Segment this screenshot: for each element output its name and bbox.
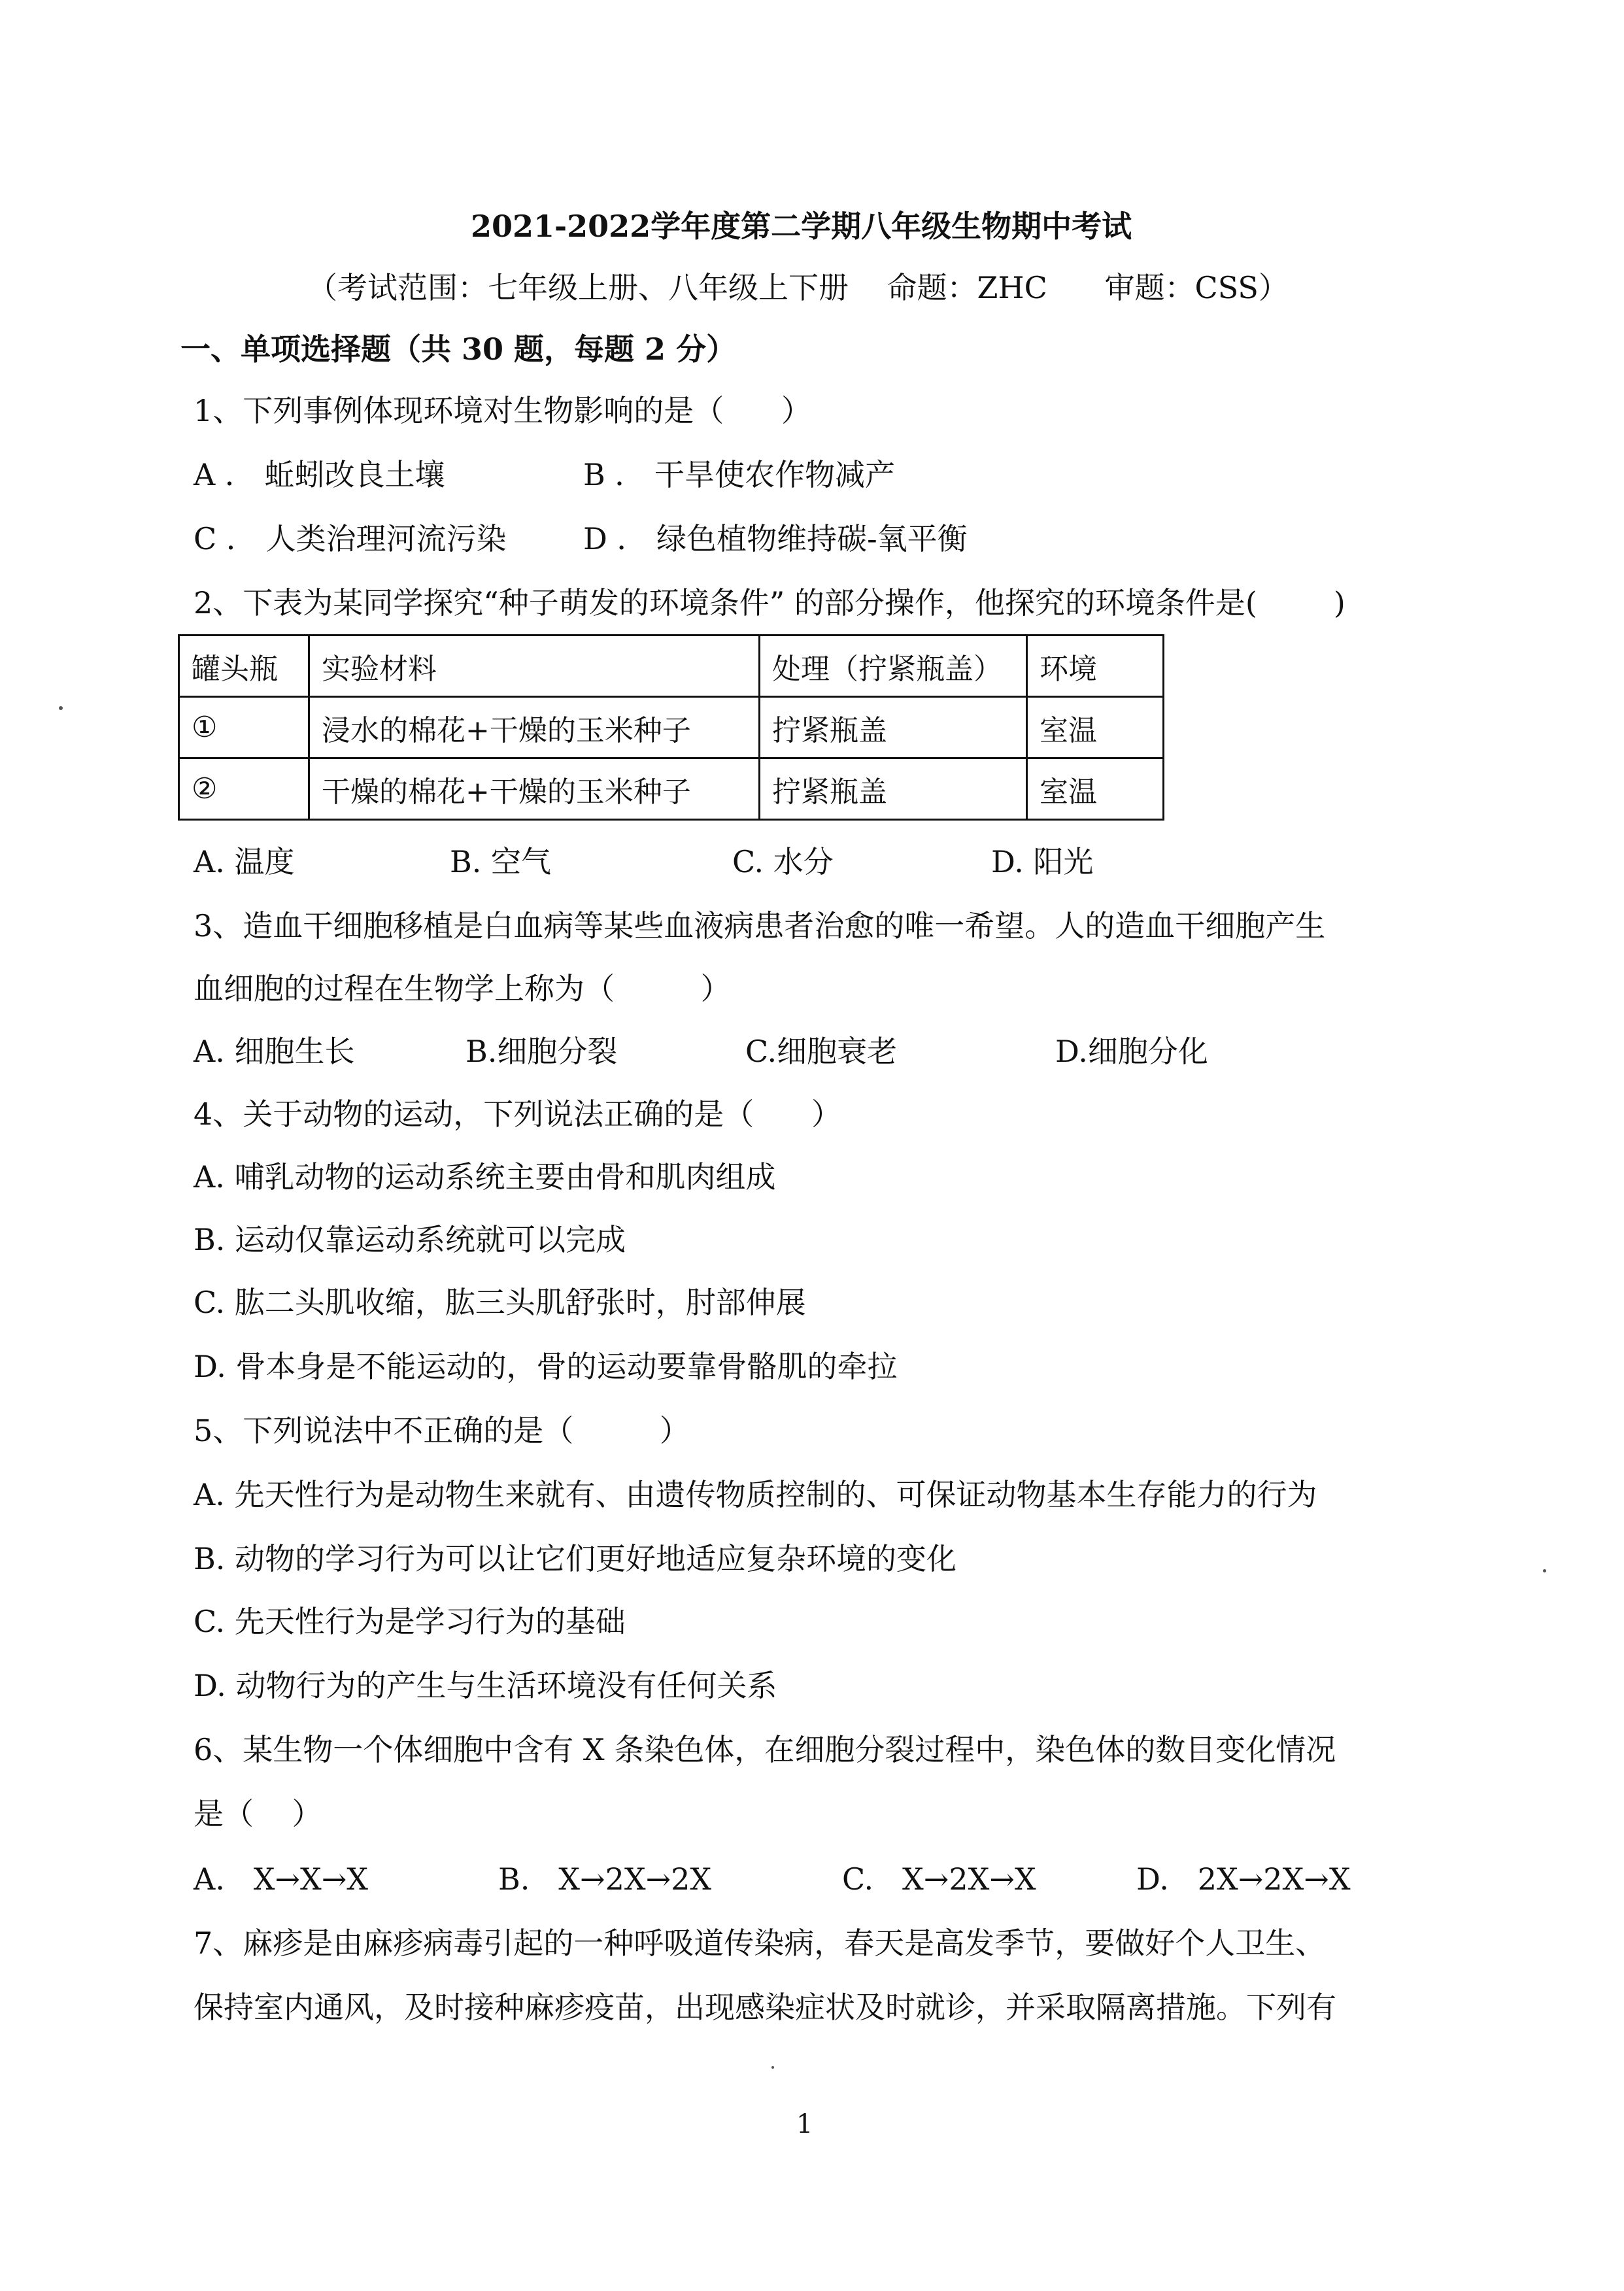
table-cell: ① [179,697,309,758]
table-header-cell: 罐头瓶 [179,636,309,697]
q5-stem: 5、下列说法中不正确的是（ ） [194,1413,690,1448]
q4-option-a: A. 哺乳动物的运动系统主要由骨和肌肉组成 [194,1159,776,1195]
table-cell: 室温 [1027,758,1164,820]
q2-option-b: B. 空气 [450,844,552,879]
table-header-cell: 环境 [1027,636,1164,697]
q3-stem-line2: 血细胞的过程在生物学上称为（ ） [194,971,731,1006]
page-number: 1 [796,2109,813,2139]
exam-title: 2021-2022学年度第二学期八年级生物期中考试 [471,209,1132,244]
table-cell: 浸水的棉花+干燥的玉米种子 [309,697,760,758]
table-header-cell: 处理（拧紧瓶盖） [760,636,1027,697]
table-header-row [179,636,1164,697]
q1-option-b: B ． 干旱使农作物减产 [583,457,896,492]
q3-stem-line1: 3、造血干细胞移植是白血病等某些血液病患者治愈的唯一希望。人的造血干细胞产生 [194,908,1326,943]
scan-speck [771,2066,774,2069]
q1-option-a: A ． 蚯蚓改良土壤 [194,457,445,492]
q5-option-b: B. 动物的学习行为可以让它们更好地适应复杂环境的变化 [194,1541,957,1576]
q6-option-d: D. 2X→2X→X [1136,1861,1351,1897]
q4-option-b: B. 运动仅靠运动系统就可以完成 [194,1222,626,1257]
table-cell: 干燥的棉花+干燥的玉米种子 [309,758,760,820]
q2-stem: 2、下表为某同学探究“种子萌发的环境条件” 的部分操作，他探究的环境条件是( ) [194,585,1345,620]
q2-option-d: D. 阳光 [991,844,1094,879]
q3-option-c: C.细胞衰老 [745,1034,898,1069]
q3-option-a: A. 细胞生长 [194,1034,355,1069]
experiment-table [178,634,1164,821]
q5-option-d: D. 动物行为的产生与生活环境没有任何关系 [194,1668,777,1703]
q6-option-c: C. X→2X→X [842,1861,1036,1897]
q1-option-c: C ． 人类治理河流污染 [194,521,507,556]
q3-option-d: D.细胞分化 [1055,1034,1208,1069]
scan-speck [1543,1569,1546,1572]
q6-option-a: A. X→X→X [194,1861,369,1897]
table-cell: ② [179,758,309,820]
scan-speck [59,706,63,710]
q5-option-a: A. 先天性行为是动物生来就有、由遗传物质控制的、可保证动物基本生存能力的行为 [194,1477,1317,1512]
q4-stem: 4、关于动物的运动，下列说法正确的是（ ） [194,1096,841,1132]
q2-option-c: C. 水分 [732,844,834,879]
q6-option-b: B. X→2X→2X [498,1861,712,1897]
q4-option-c: C. 肱二头肌收缩，肱三头肌舒张时，肘部伸展 [194,1285,806,1320]
q3-option-b: B.细胞分裂 [465,1034,618,1069]
q2-option-a: A. 温度 [194,844,295,879]
q1-stem: 1、下列事例体现环境对生物影响的是（ ） [194,393,811,428]
section-heading: 一、单项选择题（共 30 题，每题 2 分） [180,331,737,367]
q4-option-d: D. 骨本身是不能运动的，骨的运动要靠骨骼肌的牵拉 [194,1349,898,1384]
table-cell: 拧紧瓶盖 [760,758,1027,820]
table-header-cell: 实验材料 [309,636,760,697]
exam-subtitle: （考试范围：七年级上册、八年级上下册 命题：ZHC 审题：CSS） [307,270,1289,305]
q7-stem-line1: 7、麻疹是由麻疹病毒引起的一种呼吸道传染病，春天是高发季节，要做好个人卫生、 [194,1926,1326,1961]
q6-stem-line2: 是（ ） [194,1796,322,1831]
q1-option-d: D ． 绿色植物维持碳-氧平衡 [583,521,968,556]
table-cell: 室温 [1027,697,1164,758]
q5-option-c: C. 先天性行为是学习行为的基础 [194,1604,626,1639]
table-row [179,758,1164,820]
q7-stem-line2: 保持室内通风，及时接种麻疹疫苗，出现感染症状及时就诊，并采取隔离措施。下列有 [194,1990,1336,2025]
q6-stem-line1: 6、某生物一个体细胞中含有 X 条染色体，在细胞分裂过程中，染色体的数目变化情况 [194,1732,1336,1767]
table-row [179,697,1164,758]
table-cell: 拧紧瓶盖 [760,697,1027,758]
